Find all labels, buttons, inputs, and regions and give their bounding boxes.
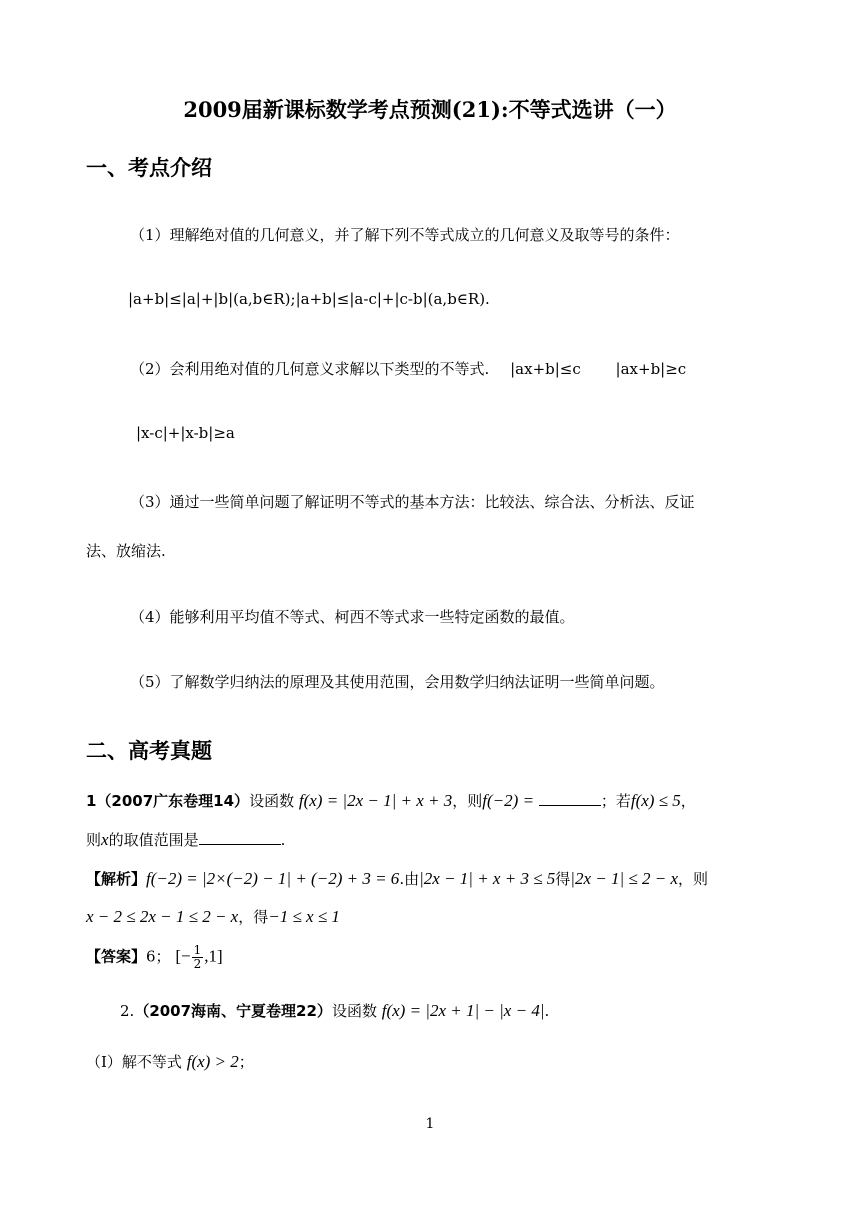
question-1-text-c: ；若 [600, 792, 631, 810]
question-2-part-1-inequality: f(x) > 2 [186, 1052, 239, 1071]
answer-fraction [192, 944, 204, 971]
solution-eq-1: f(−2) = |2×(−2) − 1| + (−2) + 3 = 6 [146, 869, 400, 888]
intro-item-2-ineq-1: |ax+b|≤c [510, 360, 581, 378]
fraction-numerator: 1 [193, 943, 202, 957]
solution-text-4: ，得 [238, 908, 269, 926]
question-1-expression: f(−2) = [482, 791, 535, 810]
question-2-function: f(x) = |2x + 1| − |x − 4| [381, 1001, 545, 1020]
question-1-line-2-c: . [280, 831, 286, 849]
solution-line-2 [86, 906, 340, 927]
solution-text-2: 得 [555, 870, 571, 888]
answer-blank-1 [539, 791, 601, 806]
intro-item-3-line-1: （3）通过一些简单问题了解证明不等式的基本方法：比较法、综合法、分析法、反证 [130, 493, 695, 511]
question-1-variable: x [101, 830, 109, 849]
question-2-part-1 [86, 1051, 254, 1072]
solution-label: 【解析】 [86, 870, 147, 888]
intro-item-2 [130, 358, 686, 379]
intro-item-5: （5）了解数学归纳法的原理及其使用范围，会用数学归纳法证明一些简单问题。 [130, 673, 665, 691]
question-1-line-2-b: 的取值范围是 [108, 831, 199, 849]
solution-eq-4: x − 2 ≤ 2x − 1 ≤ 2 − x [86, 907, 239, 926]
intro-item-2-text: （2）会利用绝对值的几何意义求解以下类型的不等式. [130, 360, 490, 378]
question-1-condition: f(x) ≤ 5 [630, 791, 681, 810]
solution-text-1: .由 [399, 870, 420, 888]
intro-item-1: （1）理解绝对值的几何意义，并了解下列不等式成立的几何意义及取等号的条件： [130, 226, 680, 244]
solution-eq-5: −1 ≤ x ≤ 1 [268, 907, 340, 926]
question-2-line [120, 1000, 549, 1021]
answer-interval-open: [− [175, 946, 191, 966]
answer-label: 【答案】 [86, 947, 147, 966]
answer-value: 6； [146, 947, 171, 966]
question-2-number: 2. [120, 1002, 135, 1020]
intro-item-4: （4）能够利用平均值不等式、柯西不等式求一些特定函数的最值。 [130, 608, 575, 626]
solution-eq-2: |2x − 1| + x + 3 ≤ 5 [419, 869, 556, 888]
intro-item-2-ineq-2: |ax+b|≥c [615, 360, 687, 378]
question-1-source: 1（2007广东卷理14） [86, 792, 250, 810]
question-2-part-1-label: （I）解不等式 [86, 1053, 182, 1071]
intro-item-2-ineq-3: |x-c|+|x-b|≥a [136, 424, 235, 442]
intro-item-3-line-2: 法、放缩法. [86, 542, 166, 560]
page-number: 1 [425, 1116, 435, 1132]
answer-interval-close: ,1] [204, 946, 223, 966]
question-2-source: （2007海南、宁夏卷理22） [134, 1002, 332, 1020]
page-title: 2009届新课标数学考点预测(21):不等式选讲（一） [183, 97, 677, 122]
solution-eq-3: |2x − 1| ≤ 2 − x [570, 869, 679, 888]
question-1-line-2-a: 则 [86, 831, 102, 849]
solution-text-3: ，则 [678, 870, 709, 888]
solution-line-1 [86, 868, 708, 889]
question-1-text-d: ， [680, 792, 696, 810]
answer-line [86, 944, 223, 971]
question-1-function: f(x) = |2x − 1| + x + 3 [298, 791, 453, 810]
question-1-text-b: ，则 [452, 792, 483, 810]
answer-blank-2 [199, 830, 281, 845]
question-2-part-1-end: ； [238, 1053, 254, 1071]
question-1-line-1 [86, 790, 696, 811]
question-2-end: . [544, 1002, 550, 1020]
question-1-text-a: 设函数 [249, 792, 295, 810]
intro-item-1-formula: |a+b|≤|a|+|b|(a,b∈R);|a+b|≤|a-c|+|c-b|(a,b∈R). [128, 290, 490, 308]
question-2-text: 设函数 [331, 1002, 377, 1020]
fraction-denominator: 2 [193, 957, 202, 971]
question-1-line-2 [86, 829, 285, 850]
section-heading-intro: 一、考点介绍 [86, 156, 212, 180]
section-heading-exam: 二、高考真题 [86, 739, 212, 763]
